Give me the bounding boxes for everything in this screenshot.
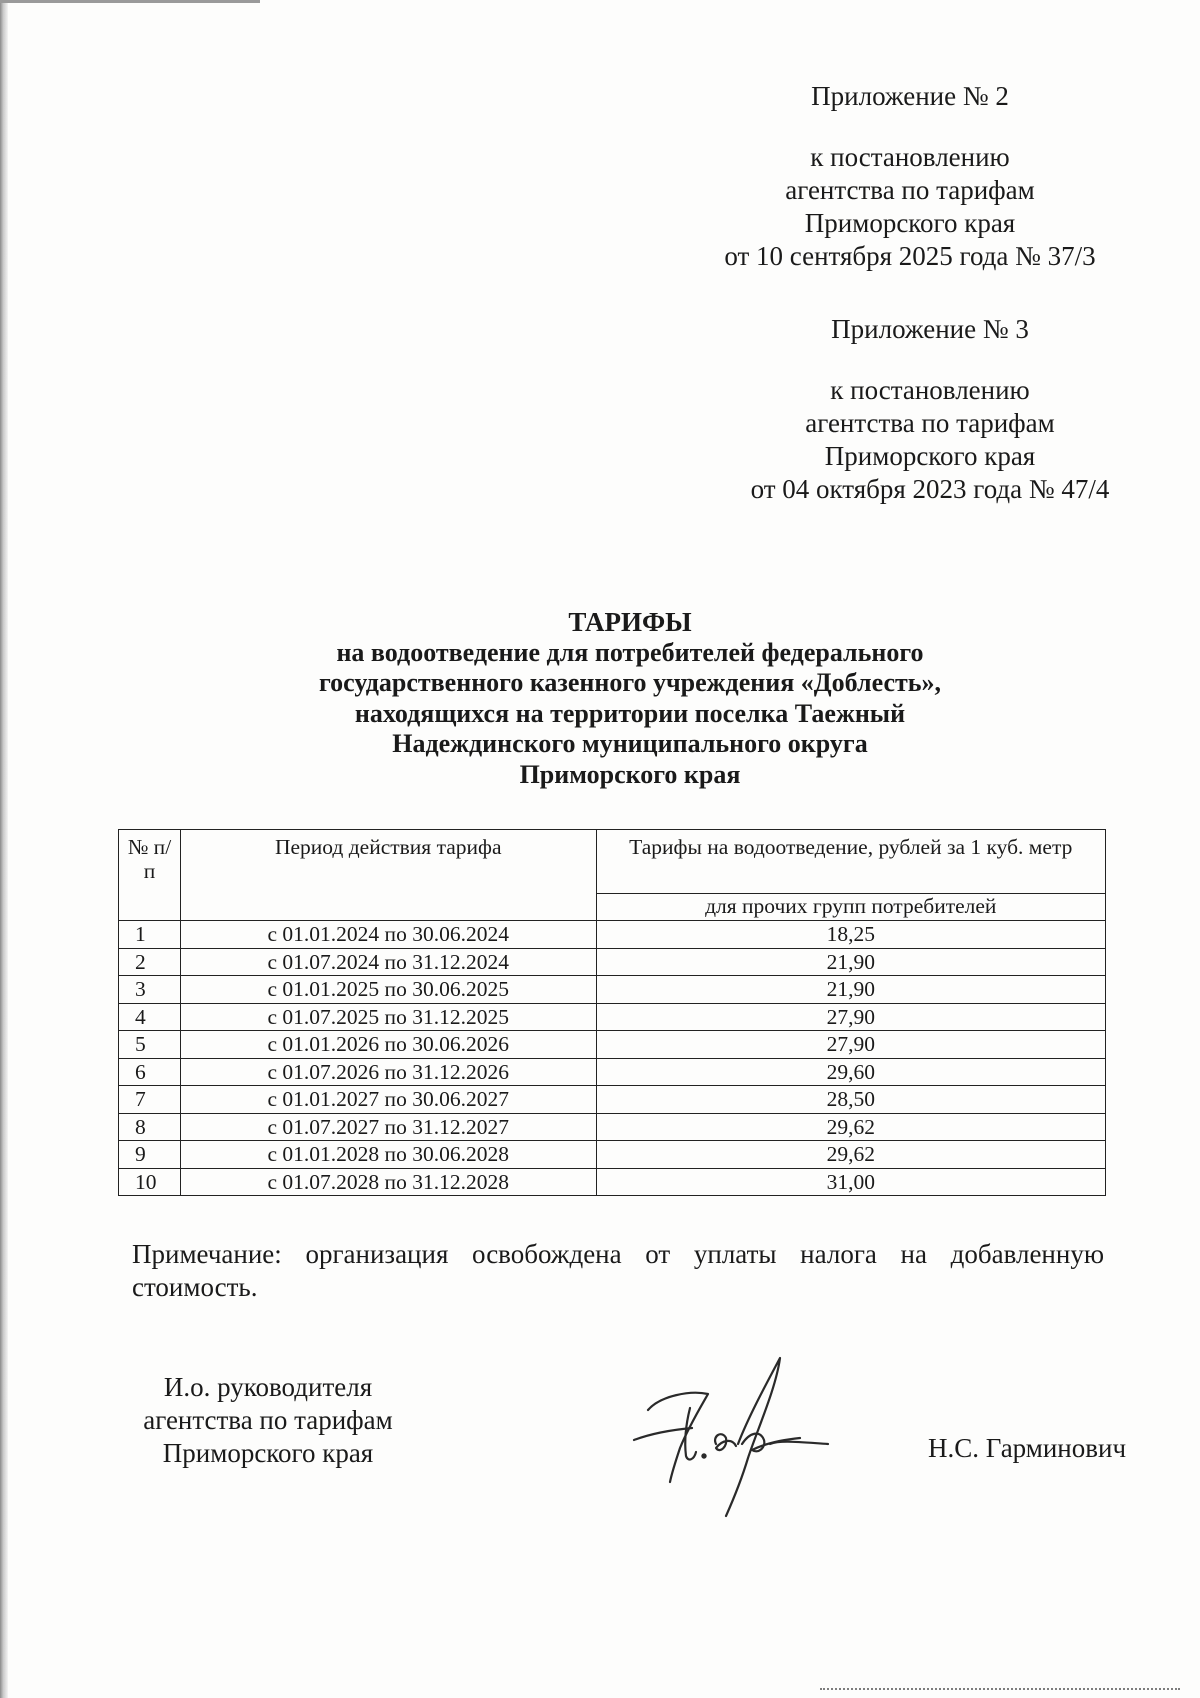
table-row (119, 1086, 1106, 1114)
row-num: 7 (119, 1086, 181, 1114)
header-num: № п/п (119, 830, 181, 921)
appendix-original (720, 313, 1140, 506)
appendix-current-title: Приложение № 2 (811, 81, 1009, 111)
table-row (119, 976, 1106, 1004)
appendix-current (700, 80, 1120, 273)
appendix-current-line: Приморского края (804, 208, 1016, 238)
document-title-line: находящихся на территории поселка Таежный (354, 698, 906, 728)
row-num: 3 (119, 976, 181, 1004)
row-num: 10 (119, 1168, 181, 1196)
scan-top-mark (0, 0, 260, 3)
row-num: 8 (119, 1113, 181, 1141)
document-title-line: Приморского края (519, 759, 741, 789)
row-period: с 01.01.2028 по 30.06.2028 (180, 1141, 596, 1169)
row-num: 6 (119, 1058, 181, 1086)
row-period: с 01.07.2027 по 31.12.2027 (180, 1113, 596, 1141)
table-row (119, 1058, 1106, 1086)
row-tariff: 27,90 (596, 1031, 1105, 1059)
document-title-line: Надеждинского муниципального округа (392, 729, 868, 758)
row-period: с 01.01.2026 по 30.06.2026 (180, 1031, 596, 1059)
tariff-table (118, 829, 1106, 1196)
signer-position (118, 1371, 418, 1470)
note-paragraph (132, 1238, 1104, 1304)
appendix-original-line: от 04 октября 2023 года № 47/4 (750, 474, 1110, 504)
table-row (119, 921, 1106, 949)
row-period: с 01.01.2024 по 30.06.2024 (180, 921, 596, 949)
row-period: с 01.07.2025 по 31.12.2025 (180, 1003, 596, 1031)
appendix-original-title: Приложение № 3 (831, 314, 1029, 344)
table-row (119, 948, 1106, 976)
signer-position-line: Приморского края (162, 1438, 374, 1468)
signer-position-line: агентства по тарифам (143, 1405, 393, 1435)
document-title-main: ТАРИФЫ (568, 607, 692, 637)
appendix-original-line: агентства по тарифам (805, 408, 1055, 438)
row-period: с 01.07.2026 по 31.12.2026 (180, 1058, 596, 1086)
row-tariff: 21,90 (596, 948, 1105, 976)
header-tariff-sub: для прочих групп потребителей (596, 894, 1105, 921)
header-period: Период действия тарифа (180, 830, 596, 921)
row-tariff: 27,90 (596, 1003, 1105, 1031)
table-row (119, 1168, 1106, 1196)
row-period: с 01.01.2027 по 30.06.2027 (180, 1086, 596, 1114)
table-row (119, 1031, 1106, 1059)
row-num: 2 (119, 948, 181, 976)
row-period: с 01.07.2024 по 31.12.2024 (180, 948, 596, 976)
document-title-line: государственного казенного учреждения «Доблесть», (318, 668, 942, 697)
row-num: 5 (119, 1031, 181, 1059)
appendix-original-line: к постановлению (830, 375, 1030, 405)
row-period: с 01.01.2025 по 30.06.2025 (180, 976, 596, 1004)
row-period: с 01.07.2028 по 31.12.2028 (180, 1168, 596, 1196)
header-tariff: Тарифы на водоотведение, рублей за 1 куб. метр (596, 830, 1105, 894)
document-title (200, 607, 1060, 790)
note-line: стоимость. (132, 1272, 258, 1302)
appendix-current-line: от 10 сентября 2025 года № 37/3 (724, 241, 1096, 271)
appendix-original-line: Приморского края (824, 441, 1036, 471)
appendix-current-line: к постановлению (810, 142, 1010, 172)
table-row (119, 1003, 1106, 1031)
table-row (119, 1113, 1106, 1141)
table-row (119, 1141, 1106, 1169)
appendix-current-line: агентства по тарифам (785, 175, 1035, 205)
row-tariff: 29,62 (596, 1113, 1105, 1141)
row-num: 9 (119, 1141, 181, 1169)
signer-position-line: И.о. руководителя (163, 1372, 373, 1402)
row-tariff: 28,50 (596, 1086, 1105, 1114)
scan-edge-shadow (0, 0, 8, 1698)
row-tariff: 29,62 (596, 1141, 1105, 1169)
row-tariff: 21,90 (596, 976, 1105, 1004)
scan-footer-marks (820, 1688, 1180, 1696)
row-tariff: 29,60 (596, 1058, 1105, 1086)
row-tariff: 31,00 (596, 1168, 1105, 1196)
handwritten-signature (630, 1348, 830, 1518)
signer-name: Н.С. Гарминович (928, 1433, 1127, 1463)
document-title-line: на водоотведение для потребителей федерального (336, 637, 924, 667)
row-tariff: 18,25 (596, 921, 1105, 949)
row-num: 4 (119, 1003, 181, 1031)
note-line: Примечание: организация освобождена от уплаты налога на добавленную (132, 1239, 1104, 1269)
row-num: 1 (119, 921, 181, 949)
